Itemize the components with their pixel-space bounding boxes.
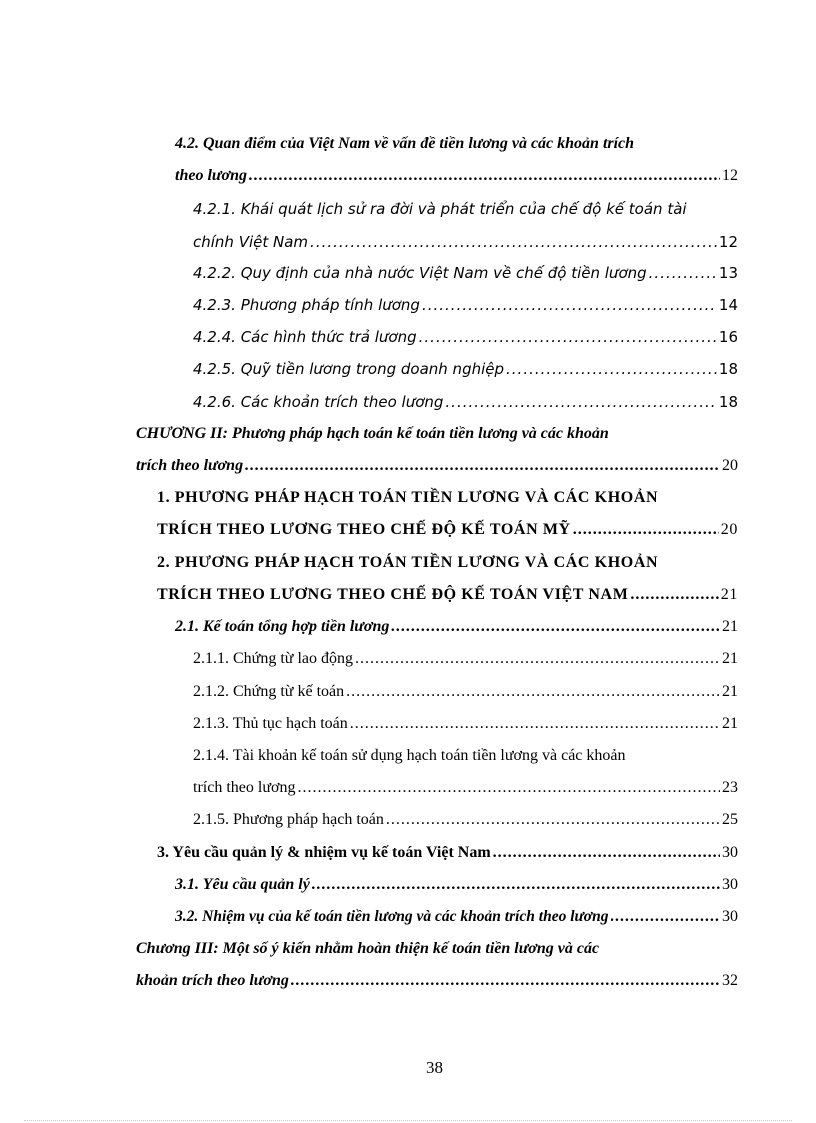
toc-entry-2-1-4[interactable] — [193, 746, 738, 798]
toc-page-number: 30 — [722, 844, 738, 861]
toc-entry-4-2-6[interactable] — [193, 392, 738, 412]
toc-entry-title-cont: TRÍCH THEO LƯƠNG THEO CHẾ ĐỘ KẾ TOÁN VIỆT NAM — [157, 586, 629, 603]
dot-leader — [346, 682, 720, 702]
dot-leader — [630, 585, 718, 605]
toc-entry-4-2-4[interactable] — [193, 327, 738, 347]
toc-entry-title-cont: trích theo lương — [193, 779, 296, 796]
dot-leader — [611, 907, 721, 927]
toc-page-number: 30 — [722, 908, 738, 925]
toc-entry-title: 2.1.4. Tài khoản kế toán sử dụng hạch toán tiền lương và các khoản — [193, 747, 626, 764]
toc-entry-title: 2.1.3. Thủ tục hạch toán — [193, 715, 348, 732]
toc-entry-1[interactable] — [157, 488, 738, 540]
toc-entry-title-cont: trích theo lương — [136, 457, 244, 474]
toc-entry-3-1[interactable] — [175, 875, 738, 895]
dot-leader — [245, 456, 720, 476]
toc-entry-chuong-ii[interactable] — [136, 424, 738, 476]
toc-entry-2-1-1[interactable] — [193, 649, 738, 669]
toc-page-number: 21 — [722, 618, 738, 635]
toc-page-number: 32 — [722, 972, 738, 989]
toc-entry-4-2[interactable] — [175, 134, 738, 186]
toc-page-number: 23 — [722, 779, 738, 796]
toc-page-number: 21 — [722, 715, 738, 732]
dot-leader — [445, 392, 717, 412]
toc-entry-title: 3.2. Nhiệm vụ của kế toán tiền lương và các khoản trích theo lương — [175, 908, 609, 925]
toc-entry-title-cont: theo lương — [175, 167, 247, 184]
toc-entry-title: 1. PHƯƠNG PHÁP HẠCH TOÁN TIỀN LƯƠNG VÀ CÁC KHOẢN — [157, 489, 659, 506]
toc-entry-2-1-3[interactable] — [193, 714, 738, 734]
dot-leader — [312, 875, 720, 895]
toc-page-number: 21 — [720, 586, 738, 603]
toc-page-number: 18 — [718, 360, 738, 378]
dot-leader — [386, 810, 720, 830]
toc-page-number: 21 — [722, 650, 738, 667]
toc-entry-2[interactable] — [157, 553, 738, 605]
toc-entry-title: 2.1.2. Chứng từ kế toán — [193, 683, 345, 700]
page-number: 38 — [426, 1058, 443, 1077]
toc-page-number: 12 — [722, 167, 738, 184]
dot-leader — [355, 649, 720, 669]
toc-entry-title: 2.1.5. Phương pháp hạch toán — [193, 811, 384, 828]
toc-entry-3[interactable] — [157, 843, 738, 863]
dot-leader — [649, 263, 717, 283]
toc-page-number: 16 — [718, 328, 738, 346]
toc-page-number: 30 — [722, 876, 738, 893]
toc-entry-4-2-3[interactable] — [193, 295, 738, 315]
toc-entry-title: 4.2. Quan điểm của Việt Nam về vấn đề tiền lương và các khoản trích — [175, 135, 635, 152]
toc-entry-title: CHƯƠNG II: Phương pháp hạch toán kế toán tiền lương và các khoản — [136, 425, 609, 442]
toc-entry-title: 4.2.1. Khái quát lịch sử ra đời và phát triển của chế độ kế toán tài — [193, 200, 687, 218]
toc-page-number: 20 — [720, 521, 738, 538]
dot-leader — [291, 971, 720, 991]
dot-leader — [493, 843, 720, 863]
toc-entry-title: 4.2.3. Phương pháp tính lương — [193, 296, 420, 314]
toc-entry-2-1-2[interactable] — [193, 682, 738, 702]
dot-leader — [297, 778, 720, 798]
toc-entry-2-1-5[interactable] — [193, 810, 738, 830]
toc-page-number: 14 — [718, 296, 738, 314]
dot-leader — [419, 327, 717, 347]
dot-leader — [573, 520, 719, 540]
page-bottom-divider — [24, 1120, 792, 1121]
toc-entry-title: 3.1. Yêu cầu quản lý — [175, 876, 310, 893]
toc-page-number: 12 — [718, 233, 738, 251]
toc-entry-title: 2.1. Kế toán tổng hợp tiền lương — [175, 618, 390, 635]
toc-page-number: 13 — [718, 264, 738, 282]
toc-entry-title: 4.2.5. Quỹ tiền lương trong doanh nghiệp — [193, 360, 505, 378]
toc-entry-title: 2.1.1. Chứng từ lao động — [193, 650, 354, 667]
toc-entry-chuong-iii[interactable] — [136, 939, 738, 991]
dot-leader — [249, 166, 720, 186]
toc-entry-4-2-1[interactable] — [193, 199, 738, 252]
toc-page-number: 25 — [722, 811, 738, 828]
toc-entry-2-1[interactable] — [175, 617, 738, 637]
toc-entry-4-2-2[interactable] — [193, 263, 738, 283]
dot-leader — [422, 295, 717, 315]
toc-entry-title: 2. PHƯƠNG PHÁP HẠCH TOÁN TIỀN LƯƠNG VÀ CÁC KHOẢN — [157, 554, 659, 571]
dot-leader — [350, 714, 720, 734]
toc-page-number: 18 — [718, 393, 738, 411]
dot-leader — [310, 232, 717, 252]
toc-entry-title: 4.2.2. Quy định của nhà nước Việt Nam về chế độ tiền lương — [193, 264, 647, 282]
toc-entry-title: 4.2.6. Các khoản trích theo lương — [193, 393, 444, 411]
dot-leader — [391, 617, 720, 637]
toc-entry-3-2[interactable] — [175, 907, 738, 927]
toc-entry-title: 3. Yêu cầu quản lý & nhiệm vụ kế toán Việt Nam — [157, 844, 491, 861]
toc-entry-4-2-5[interactable] — [193, 359, 738, 379]
toc-entry-title: Chương III: Một số ý kiến nhằm hoàn thiện kế toán tiền lương và các — [136, 940, 600, 957]
dot-leader — [506, 359, 717, 379]
toc-entry-title-cont: TRÍCH THEO LƯƠNG THEO CHẾ ĐỘ KẾ TOÁN MỸ — [157, 521, 571, 538]
toc-entry-title: 4.2.4. Các hình thức trả lương — [193, 328, 417, 346]
toc-page-number: 20 — [722, 457, 738, 474]
toc-entry-title-cont: khoản trích theo lương — [136, 972, 289, 989]
toc-page-number: 21 — [722, 683, 738, 700]
toc-entry-title-cont: chính Việt Nam — [193, 233, 309, 251]
